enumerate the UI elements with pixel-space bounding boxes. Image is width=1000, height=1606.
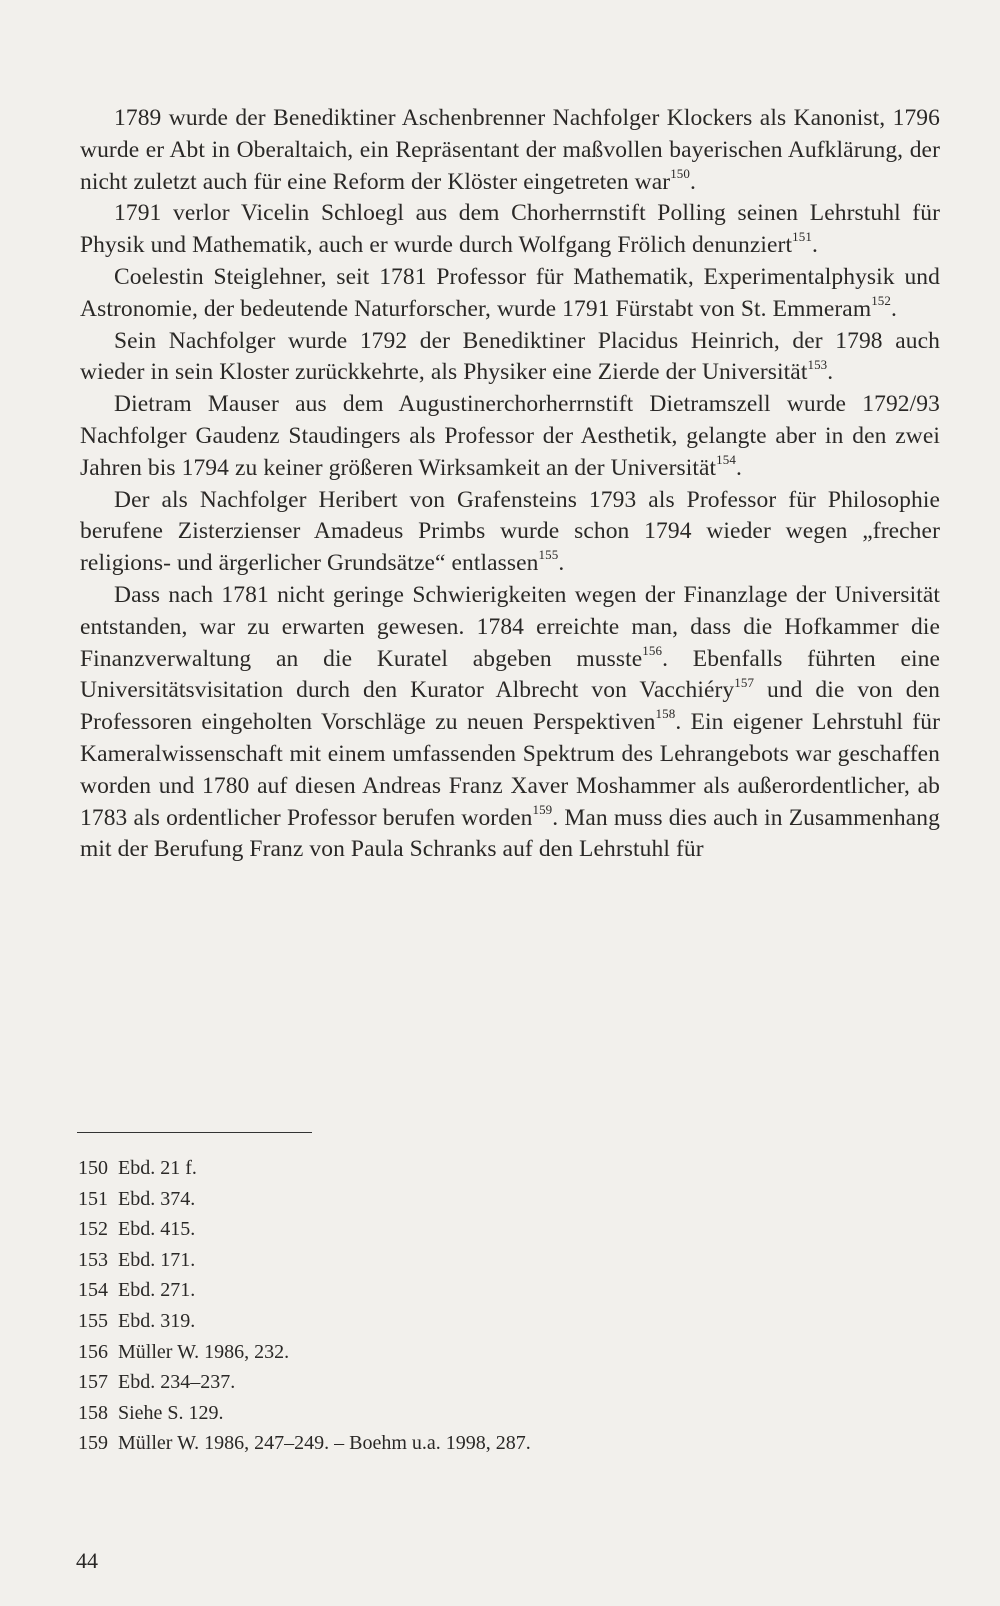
footnote-text: Ebd. 171. bbox=[118, 1248, 196, 1271]
text-segment: . Man muss dies auch in Zusammenhang mit der Berufung Franz von Paula Schranks auf den Lehrstuhl für bbox=[80, 804, 941, 863]
footnote-text: Ebd. 234–237. bbox=[118, 1371, 236, 1394]
text-segment: 1791 verlor Vicelin Schloegl aus dem Chorherrnstift Polling seinen Lehrstuhl für Physik und Mathematik, auch er wurde durch Wolfgang Frölich denunziert bbox=[80, 200, 940, 259]
text-segment: . bbox=[690, 168, 696, 195]
footnote-reference: 157 bbox=[734, 674, 755, 690]
text-segment: Dass nach 1781 nicht geringe Schwierigkeiten wegen der Finanzlage der Universität entstanden, war zu erwarten gewesen. 1784 erreichte man, dass die Hofkammer die Finanzverwaltung an die Kuratel abgeben musste bbox=[80, 581, 940, 672]
text-segment: Dietram Mauser aus dem Augustinerchorherrnstift Dietramszell wurde 1792/93 Nachfolger Gaudenz Staudingers als Professor der Aesthetik, gelangte aber in den zwei Jahren bis 1794 zu keiner größeren Wirksamkeit an der Universität bbox=[80, 391, 940, 481]
footnote-reference: 151 bbox=[792, 229, 812, 245]
footnote-reference: 159 bbox=[532, 801, 553, 817]
text-segment: . bbox=[827, 359, 834, 386]
footnote-number: 158 bbox=[78, 1401, 108, 1424]
text-segment: . bbox=[735, 454, 742, 481]
paragraph bbox=[80, 580, 940, 866]
paragraph bbox=[80, 326, 940, 390]
text-segment: 1789 wurde der Benediktiner Aschenbrenner Nachfolger Klockers als Kanonist, 1796 wurde er Abt in Oberaltaich, ein Repräsentant der maßvollen bayerischen Aufklärung, der nicht zuletzt auch für eine Reform der Klöster eingetreten war bbox=[80, 105, 940, 195]
footnote bbox=[78, 1398, 778, 1429]
page-number: 44 bbox=[76, 1548, 98, 1573]
text-segment: . Ein eigener Lehrstuhl für Kameralwissenschaft mit einem umfassenden Spektrum des Lehrangebots war geschaffen worden und 1780 auf diesen Andreas Franz Xaver Moshammer als außerordentlicher, ab 1783 als ordentlicher Professor berufen worden bbox=[80, 709, 940, 831]
text-segment: . Ebenfalls führten eine Universitätsvisitation durch den Kurator Albrecht von Vacchiéry bbox=[80, 645, 940, 704]
footnote-number: 156 bbox=[78, 1340, 108, 1363]
footnote-reference: 156 bbox=[642, 642, 663, 658]
text-segment: Coelestin Steiglehner, seit 1781 Professor für Mathematik, Experimentalphysik und Astronomie, der bedeutende Naturforscher, wurde 1791 Fürstabt von St. Emmeram bbox=[80, 263, 940, 322]
footnote-number: 150 bbox=[78, 1157, 108, 1179]
footnote-reference: 150 bbox=[670, 165, 690, 181]
footnote-number: 154 bbox=[78, 1279, 108, 1302]
paragraph bbox=[80, 485, 940, 580]
footnote bbox=[78, 1275, 778, 1306]
paragraph bbox=[80, 103, 940, 198]
footnote-reference: 153 bbox=[807, 356, 828, 372]
text-segment: Der als Nachfolger Heribert von Grafensteins 1793 als Professor für Philosophie berufene Zisterzienser Amadeus Primbs wurde schon 1794 wieder wegen „frecher religions- und ärgerlicher Grundsätze“ entlassen bbox=[80, 486, 940, 577]
footnote bbox=[78, 1245, 778, 1276]
footnote-text: Ebd. 21 f. bbox=[118, 1157, 197, 1179]
footnote-reference: 154 bbox=[716, 451, 736, 467]
main-text bbox=[80, 103, 940, 866]
text-segment: und die von den Professoren eingeholten Vorschläge zu neuen Perspektiven bbox=[80, 677, 940, 736]
text-segment: . bbox=[811, 232, 818, 259]
footnote-text: Siehe S. 129. bbox=[118, 1401, 224, 1424]
footnote bbox=[78, 1337, 778, 1368]
footnote-number: 152 bbox=[78, 1218, 108, 1241]
footnote-text: Müller W. 1986, 232. bbox=[118, 1340, 290, 1363]
footnote-number: 155 bbox=[78, 1309, 108, 1332]
footnote-text: Ebd. 415. bbox=[118, 1218, 196, 1241]
text-segment: . bbox=[891, 295, 897, 322]
paragraph bbox=[80, 262, 940, 326]
text-segment: Sein Nachfolger wurde 1792 der Benediktiner Placidus Heinrich, der 1798 auch wieder in sein Kloster zurückkehrte, als Physiker eine Zierde der Universität bbox=[80, 327, 940, 386]
footnote bbox=[78, 1306, 778, 1337]
footnote bbox=[78, 1184, 778, 1215]
footnote bbox=[78, 1367, 778, 1398]
footnotes bbox=[78, 1153, 778, 1459]
footnote-text: Ebd. 374. bbox=[118, 1187, 196, 1210]
footnote-number: 151 bbox=[78, 1187, 108, 1210]
footnote-number: 159 bbox=[78, 1432, 108, 1455]
text-segment: . bbox=[558, 550, 565, 577]
footnote-separator bbox=[77, 1132, 312, 1133]
footnote bbox=[78, 1214, 778, 1245]
footnote-reference: 155 bbox=[538, 547, 559, 563]
footnote-text: Ebd. 319. bbox=[118, 1309, 196, 1332]
footnote bbox=[78, 1428, 778, 1459]
footnote-text: Müller W. 1986, 247–249. – Boehm u.a. 1998, 287. bbox=[118, 1432, 531, 1455]
footnote-reference: 158 bbox=[655, 706, 676, 722]
paragraph bbox=[80, 198, 940, 262]
footnote-number: 153 bbox=[78, 1248, 108, 1271]
footnote bbox=[78, 1153, 778, 1184]
footnote-text: Ebd. 271. bbox=[118, 1279, 196, 1302]
footnote-reference: 152 bbox=[871, 292, 892, 308]
footnote-number: 157 bbox=[78, 1371, 108, 1394]
paragraph bbox=[80, 389, 940, 484]
